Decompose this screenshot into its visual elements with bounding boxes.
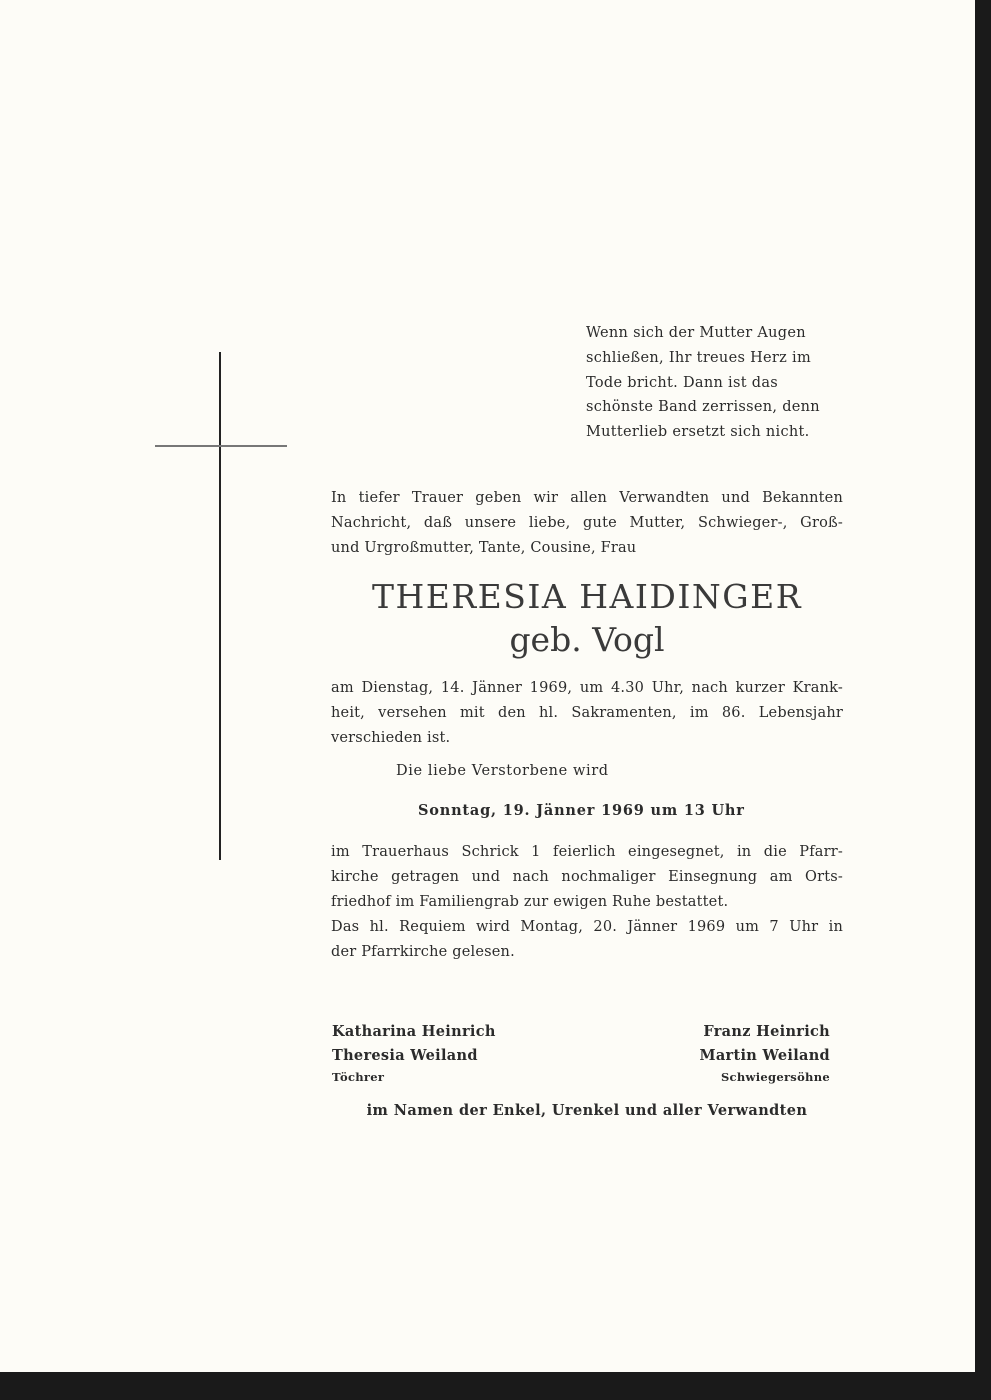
deceased-line: Die liebe Verstorbene wird bbox=[396, 763, 609, 779]
closing-line: im Namen der Enkel, Urenkel und aller Verwandten bbox=[366, 1102, 808, 1119]
signature-name: Katharina Heinrich bbox=[332, 1023, 496, 1040]
ceremony-line: im Trauerhaus Schrick 1 feierlich eingesegnet, in die Pfarr- bbox=[331, 844, 843, 860]
death-line: verschieden ist. bbox=[331, 730, 451, 746]
ceremony-line: friedhof im Familiengrab zur ewigen Ruhe bestattet. bbox=[331, 894, 729, 910]
poem-line: Tode bricht. Dann ist das bbox=[586, 374, 779, 391]
signature-role: Schwiegersöhne bbox=[720, 1070, 830, 1084]
poem-line: schönste Band zerrissen, denn bbox=[586, 399, 820, 416]
death-line: am Dienstag, 14. Jänner 1969, um 4.30 Uhr, nach kurzer Krank- bbox=[331, 680, 843, 696]
intro-line: und Urgroßmutter, Tante, Cousine, Frau bbox=[331, 540, 637, 556]
poem-line: Wenn sich der Mutter Augen bbox=[586, 325, 806, 341]
signature-role: Töchrer bbox=[332, 1070, 385, 1084]
maiden-name: geb. Vogl bbox=[509, 620, 665, 659]
death-details bbox=[331, 676, 843, 751]
memorial-poem bbox=[586, 321, 820, 445]
cross-horizontal-bar bbox=[155, 445, 287, 447]
signatures-daughters bbox=[332, 1020, 496, 1086]
signatures-sons-in-law bbox=[699, 1020, 830, 1086]
ceremony-line: Das hl. Requiem wird Montag, 20. Jänner 1969 um 7 Uhr in bbox=[331, 919, 843, 935]
intro-line: Nachricht, daß unsere liebe, gute Mutter, Schwieger-, Groß- bbox=[331, 515, 843, 531]
cross-vertical-bar bbox=[219, 352, 221, 860]
ceremony-line: der Pfarrkirche gelesen. bbox=[331, 944, 515, 960]
ceremony-details bbox=[331, 840, 843, 965]
poem-line: schließen, Ihr treues Herz im bbox=[586, 349, 811, 366]
signature-name: Martin Weiland bbox=[699, 1047, 830, 1064]
deceased-name: THERESIA HAIDINGER bbox=[371, 577, 803, 616]
service-date: Sonntag, 19. Jänner 1969 um 13 Uhr bbox=[418, 802, 745, 819]
intro-line: In tiefer Trauer geben wir allen Verwandten und Bekannten bbox=[331, 490, 843, 506]
signature-name: Franz Heinrich bbox=[703, 1023, 830, 1040]
announcement-intro bbox=[331, 486, 843, 561]
signature-name: Theresia Weiland bbox=[332, 1047, 478, 1064]
death-line: heit, versehen mit den hl. Sakramenten, im 86. Lebensjahr bbox=[331, 705, 843, 721]
poem-line: Mutterlieb ersetzt sich nicht. bbox=[586, 424, 810, 441]
ceremony-line: kirche getragen und nach nochmaliger Einsegnung am Orts- bbox=[331, 869, 843, 885]
